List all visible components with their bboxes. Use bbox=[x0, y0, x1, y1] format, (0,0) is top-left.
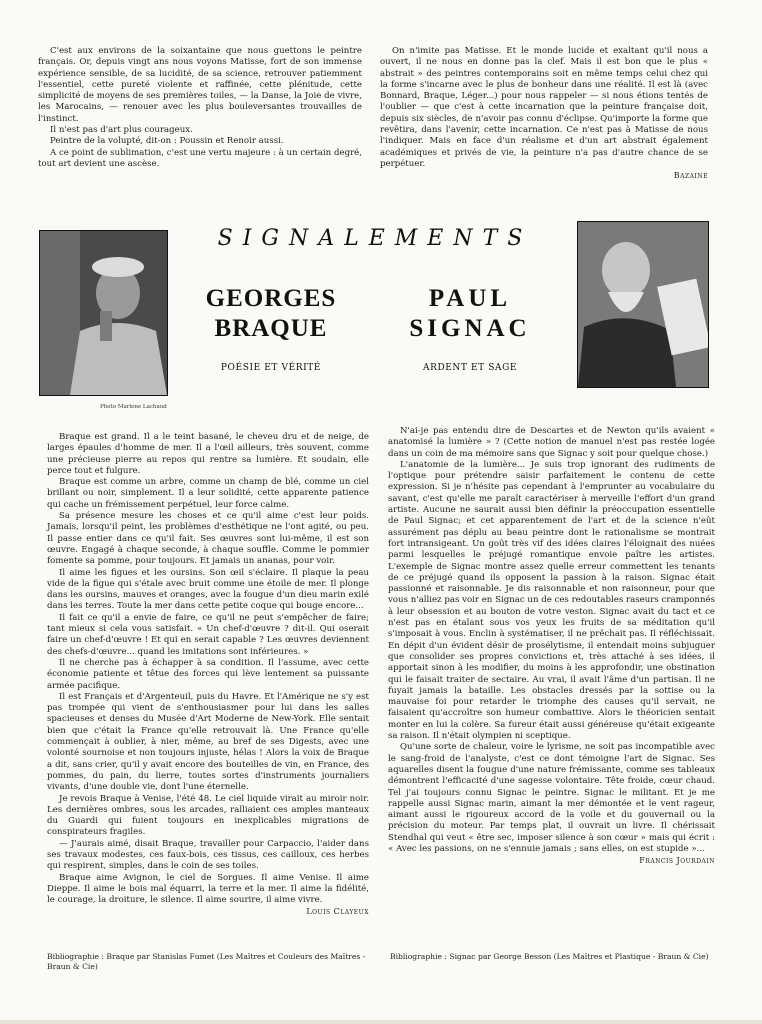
braque-portrait-photo bbox=[39, 230, 168, 396]
paragraph: — J'aurais aimé, disait Braque, travailler pour Carpaccio, l'aider dans ses travaux modestes, ces faux-bois, ces tissus, ces cailloux, ces herbes qui respirent, simples, dans le coin de ses toiles. bbox=[47, 838, 369, 872]
page-edge bbox=[0, 1020, 762, 1024]
portrait-photo-icon bbox=[40, 231, 167, 395]
signac-article bbox=[388, 426, 715, 867]
paragraph: A ce point de sublimation, c'est une vertu majeure : à un certain degré, tout art devient une ascèse. bbox=[38, 147, 362, 169]
portrait-photo-icon bbox=[578, 222, 708, 387]
signature-clayeux: Louis Clayeux bbox=[306, 907, 369, 917]
paragraph: Il ne cherche pas à échapper à sa condition. Il l'assume, avec cette économie patiente et têtue des forces qui lève lentement sa puissante armée pacifique. bbox=[47, 657, 369, 691]
name-line: PAUL bbox=[428, 285, 512, 312]
signature-jourdain: Francis Jourdain bbox=[639, 856, 715, 866]
paragraph: On n'imite pas Matisse. Et le monde lucide et exaltant qu'il nous a ouvert, il ne nous en donne pas la clef. Mais il est bon que le plus « abstrait » des peintres contemporains soit en même temps celui chez qui la forme s'incarne avec le plus de bonheur dans une réalité. Il est là (avec Bonnard, Braque, Léger...) pour nous rappeler — si nous étions tentés de l'oublier — que c'est à cette incarnation que la peinture française doit, depuis six siècles, de n'avoir pas connu d'éclipse. Qu'importe la forme que revêtira, dans l'avenir, cette incarnation. Ce n'est pas à Matisse de nous l'indiquer. Mais en face d'un réalisme et d'un art abstrait également académiques et privés de vie, la peinture n'a pas d'autre chance de se perpétuer. bbox=[380, 46, 708, 169]
paragraph: Qu'une sorte de chaleur, voire le lyrisme, ne soit pas incompatible avec le sang-froid de l'analyste, c'est ce dont témoigne l'art de Signac. Ses aquarelles disent la fougue d'une nature frémissante, comme ses tableaux démontrent l'efficacité d'une sagesse volontaire. Tête froide, cœur chaud. Tel j'ai toujours connu Signac le peintre. Signac le militant. Et je me rappelle aussi Signac marin, aimant la mer démontée et le vent rageur, aimant aussi le rigoureux accord de la voile et du gouvernail ou la précision du moteur. Par temps plat, il ouvrait un livre. Il chérissait Stendhal qui veut « être sec, imposer silence à son cœur » mais qui écrit : « Avec les passions, on ne s'ennuie jamais ; sans elles, on est stupide »... bbox=[388, 742, 715, 854]
name-line: GEORGES bbox=[205, 285, 337, 312]
paragraph: L'anatomie de la lumière... Je suis trop ignorant des rudiments de l'optique pour prétendre saisir parfaitement le contenu de cette expression. Si je n'hésite pas cependant à l'emprunter au vocabulaire du savant, c'est qu'elle me paraît caractériser à merveille l'effort d'un grand artiste. Aucune ne saurait aussi bien définir la préoccupation essentielle de Paul Signac; et cet apparentement de l'art et de la science n'eût assurément pas déplu au beau peintre dont le rationalisme se montrait fort intransigeant. Un goût très vif des idées claires l'éloignait des nuées parmi lesquelles le préjugé romantique envoie paître les artistes. L'exemple de Signac montre assez quelle erreur commettent les tenants de ce préjugé quand ils opposent la passion à la raison. Signac était passionné et raisonnable. Je dis raisonnable et non raisonneur, pour que vous n'alliez pas voir en Signac un de ces redoutables raseurs cramponnés à leur obsession et au bouton de votre veston. Signac avait du tact et ce n'est pas en étalant sous vos yeux les fruits de sa méditation qu'il s'imposait à vous. Enclin à systématiser, il ne prêchait pas. Il réfléchissait. En dépit d'un évident désir de prosélytisme, il entendait moins subjuguer que consolider ses propres convictions et, très attaché à ses idées, il apportait sinon à les modifier, du moins à les approfondir, une obstination qui le faisait traiter de sectaire. Au vrai, il avait l'âme d'un partisan. Il ne fuyait jamais la bataille. Les obstacles dressés par la sottise ou la mauvaise foi pour retarder le triomphe des causes qu'il servait, ne faisaient qu'accroître son humeur combattive. Alors le théoricien sentait monter en lui la colère. Sa fureur était aussi généreuse qu'était exigeante sa raison. Il n'était olympien ni sceptique. bbox=[388, 459, 715, 742]
matisse-text-left bbox=[38, 46, 362, 170]
paragraph: Sa présence mesure les choses et ce qu'il aime c'est leur poids. Jamais, lorsqu'il peint, les problèmes d'esthétique ne l'ont agité, ou peu. Il passe entier dans ce qu'il fait. Ses œuvres sont lui-même, il est son œuvre. Engagé à chaque seconde, à chaque souffle. Comme le pommier fomente sa pomme, pour toujours. Et jamais un ananas, pour voir. bbox=[47, 511, 369, 567]
braque-article bbox=[47, 432, 369, 918]
paragraph: Braque aime Avignon, le ciel de Sorgues. Il aime Venise. Il aime Dieppe. Il aime le bois mal équarri, la terre et la mer. Il aime la fidélité, le courage, la droiture, le silence. Il aime sourire, il aime vivre. bbox=[47, 872, 369, 906]
section-title: SIGNALEMENTS bbox=[217, 226, 533, 251]
photo-credit: Photo Marlene Lachaud bbox=[100, 404, 167, 410]
paragraph: Il fait ce qu'il a envie de faire, ce qu'il ne peut s'empêcher de faire; tant mieux si cela vous satisfait. « Un chef-d'œuvre ? dit-il. Qui oserait faire un chef-d'œuvre ! Et qui en serait capable ? Les œuvres deviennent des chefs-d'œuvre... quand les imitations sont inférieures. » bbox=[47, 612, 369, 657]
name-line: SIGNAC bbox=[409, 315, 531, 342]
bibliography-signac: Bibliographie : Signac par George Besson (Les Maîtres et Plastique - Braun & Cie) bbox=[390, 952, 709, 961]
paragraph: C'est aux environs de la soixantaine que nous guettons le peintre français. Or, depuis vingt ans nous voyons Matisse, fort de son immense expérience sensible, de sa lucidité, de sa science, retrouver patiemment l'essentiel, cette pureté violente et raffinée, cette plénitude, cette simplicité de moyens de ses premières toiles, — la Danse, la Joie de vivre, les Marocains, — renouer avec les plus bouleversantes trouvailles de l'instinct. bbox=[38, 46, 362, 124]
matisse-text-right bbox=[380, 46, 708, 182]
paragraph: Il aime les figues et les oursins. Son œil s'éclaire. Il plaque la peau vide de la figue qui s'étale avec bruit comme une étoile de mer. Il plonge dans les oursins, mauves et oranges, avec la fougue d'un dieu marin exilé dans les terres. Toute la mer dans cette petite coque qui bouge encore... bbox=[47, 567, 369, 612]
paragraph: Je revois Braque à Venise, l'été 48. Le ciel liquide virait au miroir noir. Les dernières ombres, sous les arcades, ralliaient ces amples manteaux du Guardi qui fuient toujours en inexplicables migrations de conspirateurs fragiles. bbox=[47, 793, 369, 838]
bibliography-braque: Bibliographie : Braque par Stanislas Fumet (Les Maîtres et Couleurs des Maîtres - Braun & Cie) bbox=[47, 952, 366, 971]
paragraph: Peintre de la volupté, dit-on : Poussin et Renoir aussi. bbox=[50, 136, 284, 147]
paragraph: Il n'est pas d'art plus courageux. bbox=[50, 125, 193, 136]
paragraph: N'ai-je pas entendu dire de Descartes et de Newton qu'ils avaient « anatomisé la lumière » ? (Cette notion de manuel n'est pas restée logée dans un coin de ma mémoire sans que Signac y soit pour quelque chose.) bbox=[388, 426, 715, 459]
signac-subtitle: ARDENT ET SAGE bbox=[422, 363, 518, 373]
paragraph: Il est Français et d'Argenteuil, puis du Havre. Et l'Amérique ne s'y est pas trompée qui vient de s'enthousiasmer pour lui dans les salles spacieuses et denses du Musée d'Art Moderne de New-York. Elle sentait bien que c'était la France qu'elle retrouvait là. Une France qu'elle commençait à oublier, à nier, même, au bref de ses Digests, avec une volonté sournoise et non toujours injuste, hélas ! Alors la voix de Braque a dit, sans crier, qu'il y avait encore des bouteilles de vin, en France, des pommes, du pain, du lierre, toutes sortes d'instruments journaliers vivants, d'une double vie, dont l'une éternelle. bbox=[47, 691, 369, 793]
paragraph: Braque est comme un arbre, comme un champ de blé, comme un ciel brillant ou noir, simplement. Il a leur solidité, cette apparente patience qui cache un frémissement perpétuel, leur force calme. bbox=[47, 477, 369, 510]
paragraph: Braque est grand. Il a le teint basané, le cheveu dru et de neige, de larges épaules d'homme de mer. Il a l'œil ailleurs, très souvent, comme une précieuse pierre au repos qui rentre sa lumière. Et soudain, elle perce tout et fulgure. bbox=[47, 432, 369, 476]
name-line: BRAQUE bbox=[214, 315, 328, 342]
braque-subtitle: POÉSIE ET VÉRITÉ bbox=[220, 363, 322, 373]
signac-name bbox=[395, 284, 545, 344]
braque-name bbox=[196, 284, 346, 344]
signature-bazaine: Bazaine bbox=[673, 171, 708, 181]
signac-portrait-photo bbox=[577, 221, 709, 388]
